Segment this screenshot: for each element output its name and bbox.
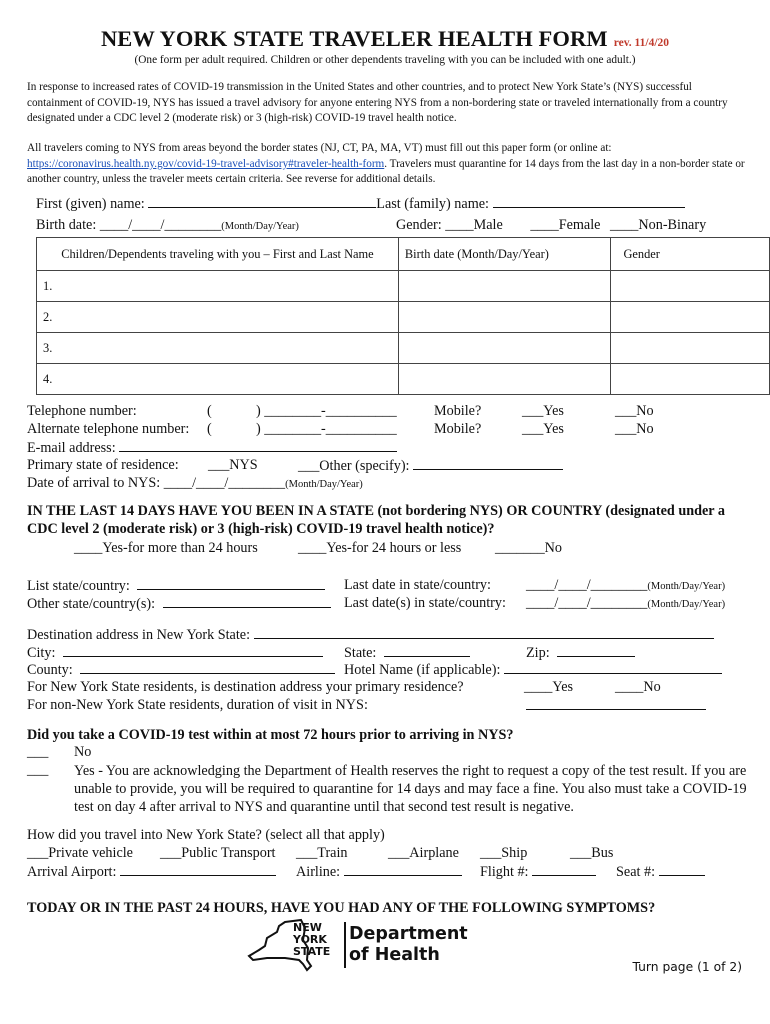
last-dates-label: Last date(s) in state/country:	[344, 595, 506, 611]
list-state-field[interactable]	[27, 577, 325, 595]
dependent-gender-cell[interactable]	[611, 271, 770, 302]
travel-no-option[interactable]: _______No	[495, 540, 562, 556]
primary-state-other-field[interactable]	[298, 457, 563, 475]
turn-page-label: Turn page (1 of 2)	[632, 960, 742, 974]
primary-residence-no-option[interactable]: ____No	[615, 679, 661, 695]
email-line[interactable]	[119, 439, 397, 452]
alt-telephone-blank[interactable]: ________-__________	[264, 421, 397, 437]
nys-wordmark-line-2: YORK	[293, 933, 327, 946]
zip-line[interactable]	[557, 644, 635, 657]
doh-wordmark-line-2: of Health	[349, 945, 440, 965]
seat-line[interactable]	[659, 863, 705, 876]
arrival-airport-field[interactable]	[27, 863, 276, 881]
telephone-blank[interactable]: ________-__________	[264, 403, 397, 419]
alt-telephone-close-paren: )	[256, 421, 261, 437]
alt-mobile-yes-option[interactable]: ___Yes	[522, 421, 564, 437]
zip-field[interactable]	[526, 644, 635, 662]
last-date-format: (Month/Day/Year)	[647, 581, 726, 592]
table-header-row	[37, 238, 770, 271]
last-name-label: Last (family) name:	[376, 196, 489, 212]
alt-mobile-no-option[interactable]: ___No	[615, 421, 654, 437]
birth-date-format: (Month/Day/Year)	[221, 221, 299, 232]
intro-paragraph-1: In response to increased rates of COVID-19 transmission in the United States and other countries, and to protect New York State’s (NYS) successful containment of COVID-19, NYS has issued a travel advisory for anyone entering NYS from a non-bordering state or traveled internationally from a country designated under a CDC level 2 (moderate risk) or 3 (high-risk) COVID-19 travel health notice.	[27, 81, 728, 125]
destination-address-field[interactable]	[27, 626, 714, 644]
dependent-birth-cell[interactable]	[398, 302, 611, 333]
gender-label: Gender:	[396, 217, 442, 233]
transport-private-option[interactable]: ___Private vehicle	[27, 845, 133, 861]
first-name-line[interactable]	[148, 195, 376, 208]
alt-telephone-open-paren: (	[207, 421, 212, 437]
county-line[interactable]	[80, 661, 335, 674]
arrival-airport-line[interactable]	[120, 863, 276, 876]
dependent-gender-cell[interactable]	[611, 302, 770, 333]
list-state-line[interactable]	[137, 577, 325, 590]
telephone-close-paren: )	[256, 403, 261, 419]
transport-ship-option[interactable]: ___Ship	[480, 845, 528, 861]
dependent-birth-cell[interactable]	[398, 364, 611, 395]
traveler-form-link[interactable]: https://coronavirus.health.ny.gov/covid-19-travel-advisory#traveler-health-form	[27, 157, 385, 170]
dependent-birth-cell[interactable]	[398, 271, 611, 302]
dependent-name-cell[interactable]: 2.	[37, 302, 399, 333]
airline-field[interactable]	[296, 863, 462, 881]
first-name-field[interactable]	[36, 195, 685, 213]
gender-female-option[interactable]: ____Female	[530, 217, 601, 233]
intro-paragraph-2	[27, 141, 747, 188]
table-header-name: Children/Dependents traveling with you – First and Last Name	[37, 238, 399, 271]
form-title	[0, 26, 770, 52]
airline-label: Airline:	[296, 864, 341, 880]
primary-state-other-line[interactable]	[413, 457, 563, 470]
destination-address-line[interactable]	[254, 626, 714, 639]
doh-wordmark-line-1: Department	[349, 924, 468, 944]
alt-telephone-field[interactable]	[256, 421, 397, 438]
destination-address-label: Destination address in New York State:	[27, 627, 251, 643]
covid-test-no-label: No	[74, 744, 92, 760]
travel-history-question: IN THE LAST 14 DAYS HAVE YOU BEEN IN A STATE (not bordering NYS) OR COUNTRY (designated under a CDC level 2 (moderate risk) or 3 (high-risk) COVID-19 travel health notice)?	[27, 503, 725, 537]
form-title-text: NEW YORK STATE TRAVELER HEALTH FORM	[100, 26, 608, 51]
arrival-date-blank[interactable]: ____/____/________	[163, 475, 286, 491]
zip-label: Zip:	[526, 645, 550, 661]
dependent-name-cell[interactable]: 3.	[37, 333, 399, 364]
other-state-label: Other state/country(s):	[27, 596, 156, 612]
table-row	[37, 302, 770, 333]
nys-doh-logo	[245, 918, 468, 977]
last-date-blank[interactable]: ____/____/________	[526, 577, 648, 593]
arrival-date-field[interactable]	[27, 475, 363, 492]
birth-date-label: Birth date:	[36, 217, 97, 233]
primary-state-other-option[interactable]: ___Other (specify):	[298, 458, 410, 474]
email-label: E-mail address:	[27, 440, 116, 456]
city-label: City:	[27, 645, 56, 661]
dependent-name-cell[interactable]: 4.	[37, 364, 399, 395]
mobile-yes-option[interactable]: ___Yes	[522, 403, 564, 419]
last-dates-blank[interactable]: ____/____/________	[526, 595, 648, 611]
gender-nonbinary-option[interactable]: ____Non-Binary	[610, 217, 707, 233]
city-line[interactable]	[63, 644, 323, 657]
flight-line[interactable]	[532, 863, 596, 876]
table-row	[37, 364, 770, 395]
telephone-label: Telephone number:	[27, 403, 137, 419]
last-dates-format: (Month/Day/Year)	[647, 599, 726, 610]
flight-label: Flight #:	[480, 864, 529, 880]
state-label: State:	[344, 645, 377, 661]
airline-line[interactable]	[344, 863, 462, 876]
arrival-date-label: Date of arrival to NYS:	[27, 475, 161, 491]
county-label: County:	[27, 662, 73, 678]
visit-duration-line[interactable]	[526, 697, 706, 710]
table-row	[37, 333, 770, 364]
transport-airplane-option[interactable]: ___Airplane	[388, 845, 459, 861]
table-header-birth: Birth date (Month/Day/Year)	[398, 238, 611, 271]
telephone-open-paren: (	[207, 403, 212, 419]
nys-wordmark	[293, 922, 330, 958]
hotel-line[interactable]	[504, 661, 722, 674]
dependent-gender-cell[interactable]	[611, 333, 770, 364]
state-line[interactable]	[384, 644, 470, 657]
form-subtitle: (One form per adult required. Children or other dependents traveling with you can be included with one adult.)	[134, 54, 636, 66]
covid-test-question: Did you take a COVID-19 test within at most 72 hours prior to arriving in NYS?	[27, 727, 514, 743]
last-name-line[interactable]	[493, 195, 685, 208]
doh-wordmark	[349, 924, 468, 966]
state-field[interactable]	[344, 644, 470, 662]
transport-public-option[interactable]: ___Public Transport	[160, 845, 276, 861]
gender-field[interactable]	[396, 217, 706, 234]
travel-yes-more-option[interactable]: ____Yes-for more than 24 hours	[74, 540, 258, 556]
visit-duration-label: For non-New York State residents, duration of visit in NYS:	[27, 697, 368, 713]
birth-date-field[interactable]	[36, 217, 299, 234]
intro-paragraph-2-end: . Travelers must quarantine for 14 days from the last day in a non-border state or another country, unless the traveler meets certain criteria. See reverse for additional details.	[27, 157, 745, 186]
dependent-gender-cell[interactable]	[611, 364, 770, 395]
nys-wordmark-line-3: STATE	[293, 945, 331, 958]
arrival-airport-label: Arrival Airport:	[27, 864, 117, 880]
covid-test-yes-blank[interactable]: ___	[27, 762, 49, 778]
mobile-no-option[interactable]: ___No	[615, 403, 654, 419]
list-state-label: List state/country:	[27, 578, 130, 594]
last-dates-field[interactable]	[526, 595, 725, 612]
other-state-line[interactable]	[163, 595, 331, 608]
birth-date-blank[interactable]: ____/____/________	[99, 217, 222, 233]
last-date-label: Last date in state/country:	[344, 577, 491, 593]
primary-state-label: Primary state of residence:	[27, 457, 179, 473]
symptoms-question: TODAY OR IN THE PAST 24 HOURS, HAVE YOU HAD ANY OF THE FOLLOWING SYMPTOMS?	[27, 900, 656, 916]
alt-mobile-label: Mobile?	[434, 421, 482, 437]
seat-label: Seat #:	[616, 864, 656, 880]
table-header-gender: Gender	[611, 238, 770, 271]
dependent-name-cell[interactable]: 1.	[37, 271, 399, 302]
primary-state-nys-option[interactable]: ___NYS	[208, 457, 258, 473]
mobile-label: Mobile?	[434, 403, 482, 419]
gender-male-option[interactable]: ____Male	[445, 217, 503, 233]
email-field[interactable]	[27, 439, 397, 457]
county-field[interactable]	[27, 661, 335, 679]
alt-telephone-label: Alternate telephone number:	[27, 421, 190, 437]
table-row	[37, 271, 770, 302]
primary-residence-question: For New York State residents, is destination address your primary residence?	[27, 679, 464, 695]
seat-field[interactable]	[616, 863, 705, 881]
dependents-table	[36, 237, 770, 395]
dependent-birth-cell[interactable]	[398, 333, 611, 364]
revision-label: rev. 11/4/20	[613, 37, 670, 49]
transport-train-option[interactable]: ___Train	[296, 845, 348, 861]
arrival-date-format: (Month/Day/Year)	[285, 479, 363, 490]
flight-field[interactable]	[480, 863, 596, 881]
first-name-label: First (given) name:	[36, 196, 145, 212]
primary-residence-yes-option[interactable]: ____Yes	[524, 679, 574, 695]
city-field[interactable]	[27, 644, 323, 662]
covid-test-no-blank[interactable]: ___	[27, 744, 49, 760]
nys-wordmark-line-1: NEW	[293, 921, 322, 934]
hotel-field[interactable]	[344, 661, 722, 679]
visit-duration-field[interactable]	[526, 697, 706, 714]
telephone-field[interactable]	[256, 403, 397, 420]
travel-yes-less-option[interactable]: ____Yes-for 24 hours or less	[298, 540, 462, 556]
hotel-label: Hotel Name (if applicable):	[344, 662, 501, 678]
intro-paragraph-2-start: All travelers coming to NYS from areas beyond the border states (NJ, CT, PA, MA, VT) must fill out this paper form (or online at:	[27, 142, 612, 154]
covid-test-yes-text: Yes - You are acknowledging the Department of Health reserves the right to request a copy of the test result. If you are unable to provide, you will be required to quarantine for 14 days and may face a fine. You also must take a COVID-19 test on day 4 after arrival to NYS and quarantine until that second test result is negative.	[74, 763, 747, 815]
transport-question: How did you travel into New York State? (select all that apply)	[27, 827, 385, 843]
transport-bus-option[interactable]: ___Bus	[570, 845, 614, 861]
last-date-field[interactable]	[526, 577, 725, 594]
other-state-field[interactable]	[27, 595, 331, 613]
